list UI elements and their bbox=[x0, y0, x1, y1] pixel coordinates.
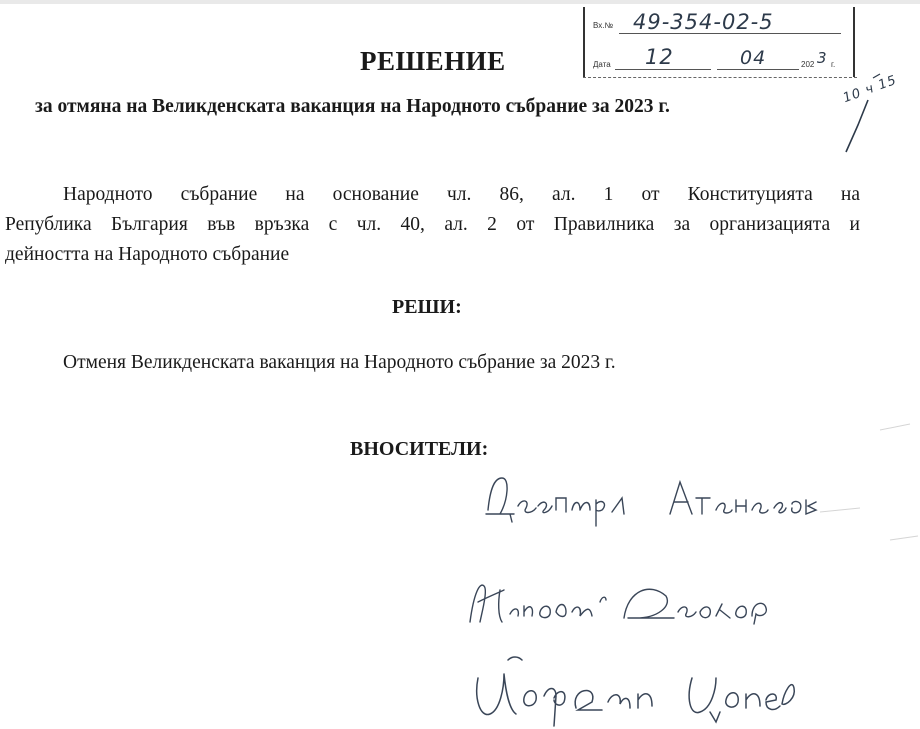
signature-3 bbox=[460, 648, 800, 728]
preamble-paragraph bbox=[5, 180, 860, 270]
stamp-bottom-rule bbox=[583, 77, 857, 78]
preamble-line-1: Народното събрание на основание чл. 86, ал. 1 от Конституцията на bbox=[63, 184, 860, 205]
stamp-date-underline-1 bbox=[615, 69, 711, 70]
document-title: РЕШЕНИЕ bbox=[360, 46, 506, 76]
stamp-date-month: 04 bbox=[740, 47, 767, 69]
stamp-date-day: 12 bbox=[645, 45, 674, 69]
margin-note: 10 ч 15 bbox=[841, 72, 899, 107]
stamp-date-label: Дата bbox=[593, 60, 611, 69]
preamble-line-2: Република България във връзка с чл. 40, ал. 2 от Правилника за организацията и bbox=[5, 214, 860, 235]
stamp-reg-number: 49-354-02-5 bbox=[633, 10, 774, 34]
signature-1 bbox=[480, 470, 820, 530]
stamp-date-year-prefix: 202 bbox=[801, 60, 815, 69]
registration-stamp bbox=[583, 7, 855, 77]
stamp-reg-label: Вх.№ bbox=[593, 21, 614, 30]
margin-note-stroke bbox=[828, 70, 888, 160]
sponsors-heading: ВНОСИТЕЛИ: bbox=[350, 438, 489, 460]
document-subtitle: за отмяна на Великденската ваканция на Народното събрание за 2023 г. bbox=[35, 96, 670, 117]
decision-heading: РЕШИ: bbox=[392, 296, 462, 318]
preamble-line-3: дейността на Народното събрание bbox=[5, 244, 290, 265]
stamp-date-year-suffix: 3 bbox=[817, 49, 828, 67]
stamp-date-year-end: г. bbox=[831, 60, 836, 69]
scan-top-edge bbox=[0, 0, 920, 4]
signature-2 bbox=[460, 572, 780, 632]
scan-margin-marks bbox=[820, 420, 920, 720]
decision-text: Отменя Великденската ваканция на Народното събрание за 2023 г. bbox=[63, 352, 616, 373]
stamp-date-underline-2 bbox=[717, 69, 799, 70]
